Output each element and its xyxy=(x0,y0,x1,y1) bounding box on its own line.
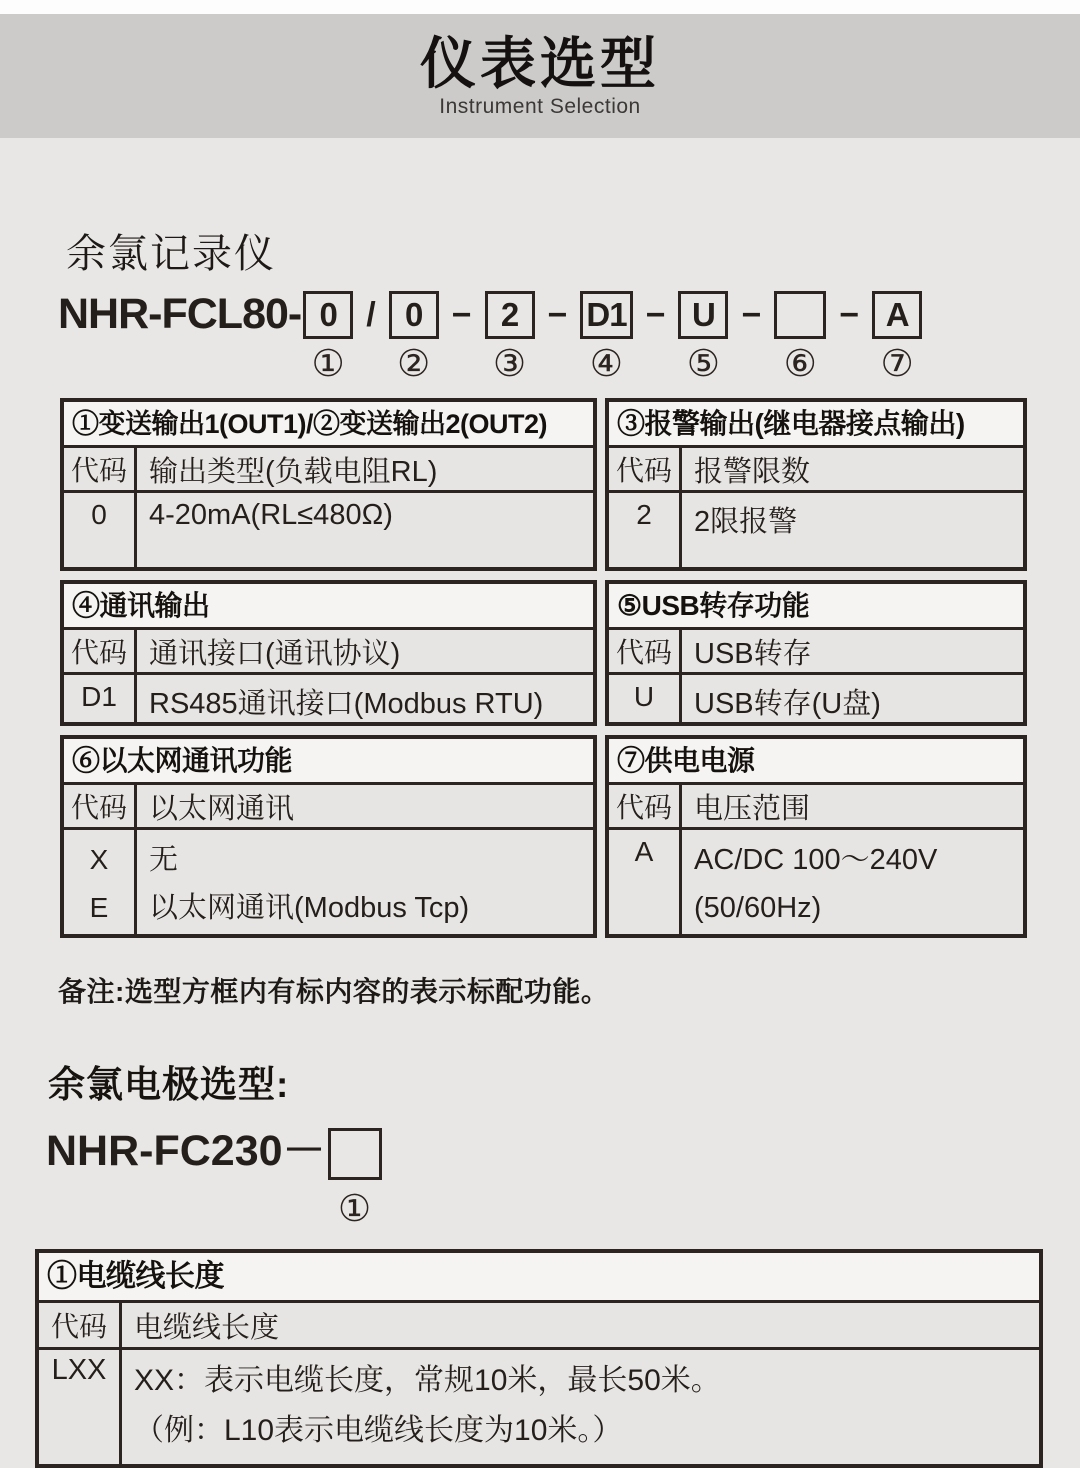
option-code: LXX xyxy=(39,1350,122,1464)
code-column-label: 代码 xyxy=(39,1303,122,1347)
option-desc: USB转存(U盘) xyxy=(694,688,881,720)
page-title: 仪表选型 xyxy=(420,31,660,95)
desc-column-label: 电缆线长度 xyxy=(134,1311,280,1344)
code-column-label: 代码 xyxy=(64,448,137,490)
circled-number-2: ② xyxy=(397,342,431,385)
section-alarm-output xyxy=(605,398,1027,571)
model-code-unit xyxy=(872,291,922,385)
code-box-4: D1 xyxy=(580,291,632,339)
separator-dash: − xyxy=(451,295,472,334)
section-header: ⑤USB转存功能 xyxy=(609,584,1023,630)
option-code: E xyxy=(89,892,109,923)
option-code: D1 xyxy=(64,675,137,722)
section-header: ①变送输出1(OUT1)/②变送输出2(OUT2) xyxy=(64,402,593,448)
section-comm-output xyxy=(60,580,597,726)
desc-column-label: 报警限数 xyxy=(694,455,811,488)
model-code-unit xyxy=(389,291,439,385)
desc-column-label: 以太网通讯 xyxy=(149,792,295,825)
code-column-label: 代码 xyxy=(64,785,137,827)
circled-number-6: ⑥ xyxy=(783,342,817,385)
recorder-model-line xyxy=(58,290,1080,385)
separator-dash: − xyxy=(741,295,762,334)
option-desc: (50/60Hz) xyxy=(694,892,822,924)
electrode-code-box-empty xyxy=(328,1128,382,1180)
code-column-label: 代码 xyxy=(609,448,682,490)
section-header: ③报警输出(继电器接点输出) xyxy=(609,402,1023,448)
option-codes xyxy=(64,830,137,934)
desc-column-label: 输出类型(负载电阻RL) xyxy=(149,455,438,488)
note-text: 备注:选型方框内有标内容的表示标配功能。 xyxy=(58,976,610,1007)
selection-table xyxy=(60,398,1080,938)
selection-table-left-column xyxy=(60,398,597,938)
desc-column-label: 电压范围 xyxy=(694,792,811,825)
section-power-supply xyxy=(605,735,1027,938)
code-box-5: U xyxy=(678,291,728,339)
separator-dash: − xyxy=(645,295,666,334)
top-white-strip xyxy=(0,0,1080,14)
option-descs xyxy=(137,830,593,934)
code-column-label: 代码 xyxy=(64,630,137,672)
code-box-1: 0 xyxy=(303,291,353,339)
code-box-2: 0 xyxy=(389,291,439,339)
model-code-unit xyxy=(678,291,728,385)
section-ethernet xyxy=(60,735,597,938)
option-desc: 以太网通讯(Modbus Tcp) xyxy=(149,892,470,924)
selection-table-right-column xyxy=(605,398,1027,938)
desc-column-label: USB转存 xyxy=(694,637,812,670)
model-code-unit xyxy=(485,291,535,385)
electrode-heading: 余氯电极选型: xyxy=(48,1064,290,1105)
option-desc: （例：L10表示电缆线长度为10米。） xyxy=(134,1414,623,1447)
page-banner xyxy=(0,14,1080,138)
section-transmit-output xyxy=(60,398,597,571)
model-code-unit xyxy=(328,1128,382,1230)
option-code: A xyxy=(609,830,682,934)
electrode-model-line xyxy=(46,1127,1080,1230)
section-header: ⑥以太网通讯功能 xyxy=(64,739,593,785)
option-code: U xyxy=(609,675,682,722)
option-desc: RS485通讯接口(Modbus RTU) xyxy=(149,688,544,720)
separator-dash: − xyxy=(547,295,568,334)
option-code: X xyxy=(89,844,109,875)
cable-length-table xyxy=(35,1249,1043,1468)
section-header: ①电缆线长度 xyxy=(39,1253,1039,1303)
option-desc: 无 xyxy=(149,844,179,876)
section-header: ⑦供电电源 xyxy=(609,739,1023,785)
option-desc: AC/DC 100～240V xyxy=(694,844,938,876)
circled-number-1: ① xyxy=(311,342,345,385)
code-box-7: A xyxy=(872,291,922,339)
option-descs xyxy=(682,830,1023,934)
model-code-unit xyxy=(774,291,826,385)
section-usb xyxy=(605,580,1027,726)
code-column-label: 代码 xyxy=(609,785,682,827)
circled-number-3: ③ xyxy=(492,342,527,385)
option-code: 0 xyxy=(64,493,137,567)
electrode-model-prefix: NHR-FC230－ xyxy=(46,1127,326,1175)
code-column-label: 代码 xyxy=(609,630,682,672)
recorder-model-prefix: NHR-FCL80- xyxy=(58,290,302,338)
circled-number-5: ⑤ xyxy=(686,342,721,385)
recorder-heading: 余氯记录仪 xyxy=(66,232,276,276)
model-code-unit xyxy=(580,291,632,385)
circled-number-4: ④ xyxy=(589,342,624,385)
section-header: ④通讯输出 xyxy=(64,584,593,630)
option-desc: XX：表示电缆长度，常规10米，最长50米。 xyxy=(134,1364,721,1397)
desc-column-label: 通讯接口(通讯协议) xyxy=(149,637,401,670)
circled-number-7: ⑦ xyxy=(880,342,914,385)
separator-dash: − xyxy=(839,295,860,334)
option-desc: 4-20mA(RL≤480Ω) xyxy=(149,499,393,531)
option-descs xyxy=(122,1350,1039,1464)
circled-number-1: ① xyxy=(337,1187,372,1230)
page-subtitle: Instrument Selection xyxy=(439,95,641,119)
model-code-unit xyxy=(303,291,353,385)
option-code: 2 xyxy=(609,493,682,567)
code-box-3: 2 xyxy=(485,291,535,339)
code-box-6-empty xyxy=(774,291,826,339)
option-desc: 2限报警 xyxy=(694,506,798,538)
separator-slash: / xyxy=(366,295,376,334)
